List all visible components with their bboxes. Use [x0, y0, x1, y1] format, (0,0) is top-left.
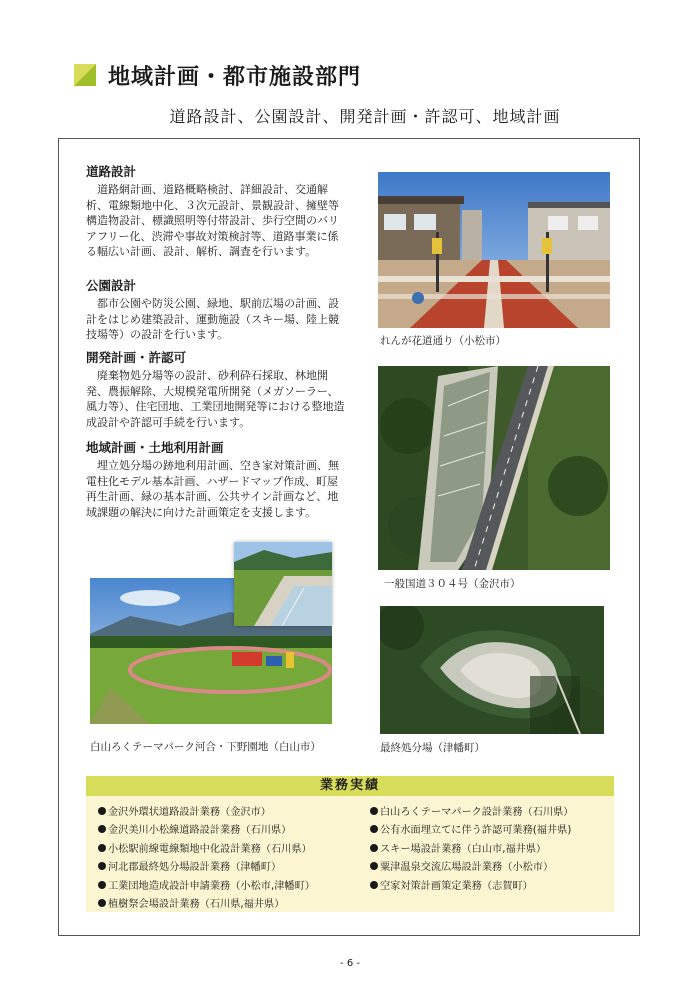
bullet-icon [98, 899, 106, 907]
bullet-icon [370, 844, 378, 852]
section-regional-planning [86, 440, 346, 520]
section-heading [74, 60, 361, 90]
street-photo [378, 172, 610, 328]
section-body: 廃棄物処分場等の設計、砂利砕石採取、林地開発、農振解除、大規模発電所開発（メガソーラー、風力等）、住宅団地、工業団地開発等における整地造成設計や許認可手続を行います。 [86, 369, 345, 429]
bullet-icon [370, 825, 378, 833]
bullet-icon [98, 881, 106, 889]
list-item: 河北郡最終処分場設計業務（津幡町） [98, 859, 315, 877]
bullet-icon [98, 825, 106, 833]
section-development-permit [86, 350, 346, 430]
section-title: 地域計画・土地利用計画 [86, 440, 224, 455]
section-road-design [86, 164, 346, 260]
section-body: 都市公園や防災公園、緑地、駅前広場の計画、設計をはじめ建築設計、運動施設（スキー場、陸上競技場等）の設計を行います。 [86, 297, 339, 341]
bullet-icon [98, 807, 106, 815]
highway-photo [378, 366, 610, 570]
list-item: 公有水面埋立てに伴う許認可業務(福井県) [370, 822, 573, 840]
results-header: 業務実績 [86, 776, 614, 796]
bullet-icon [370, 807, 378, 815]
section-title: 道路設計 [86, 164, 137, 179]
results-column-left [98, 804, 315, 914]
street-photo-caption: れんが花道通り（小松市） [380, 335, 506, 347]
bullet-icon [98, 844, 106, 852]
results-column-right [370, 804, 573, 896]
list-item: 小松駅前線電線類地中化設計業務（石川県） [98, 841, 315, 859]
bullet-icon [370, 862, 378, 870]
results-list [86, 796, 614, 912]
list-item: 植樹祭会場設計業務（石川県,福井県） [98, 896, 315, 914]
section-title: 公園設計 [86, 278, 137, 293]
list-item: 工業団地造成設計申請業務（小松市,津幡町） [98, 878, 315, 896]
list-item: 金沢美川小松線道路設計業務（石川県） [98, 822, 315, 840]
list-item: 白山ろくテーマパーク設計業務（石川県） [370, 804, 573, 822]
list-item: スキー場設計業務（白山市,福井県） [370, 841, 573, 859]
bullet-icon [370, 881, 378, 889]
heading-triangle-icon [74, 64, 96, 86]
list-item: 粟津温泉交流広場設計業務（小松市） [370, 859, 573, 877]
bullet-icon [98, 862, 106, 870]
park-photo-caption: 白山ろくテーマパーク河合・下野園地（白山市） [90, 741, 321, 753]
section-park-design [86, 278, 346, 343]
landfill-photo-caption: 最終処分場（津幡町） [380, 742, 485, 754]
landfill-photo [380, 606, 604, 734]
park-inset-photo [234, 542, 332, 626]
highway-photo-caption: 一般国道３０４号（金沢市） [384, 578, 521, 590]
page-number: - 6 - [340, 958, 360, 969]
section-body: 埋立処分場の跡地利用計画、空き家対策計画、無電柱化モデル基本計画、ハザードマップ作成、町屋再生計画、緑の基本計画、公共サイン計画など、地域課題の解決に向けた計画策定を支援します。 [86, 459, 339, 519]
list-item: 空家対策計画策定業務（志賀町） [370, 878, 573, 896]
section-title: 開発計画・許認可 [86, 350, 187, 365]
page-title: 地域計画・都市施設部門 [108, 64, 362, 90]
page-subtitle: 道路設計、公園設計、開発計画・許認可、地域計画 [169, 107, 561, 126]
section-body: 道路網計画、道路概略検討、詳細設計、交通解析、電線類地中化、３次元設計、景観設計、擁壁等構造物設計、標識照明等付帯設計、歩行空間のバリアフリー化、渋滞や事故対策検討等、道路事業に係る幅広い計画、設計、解析、調査を行います。 [86, 183, 339, 258]
list-item: 金沢外環状道路設計業務（金沢市） [98, 804, 315, 822]
